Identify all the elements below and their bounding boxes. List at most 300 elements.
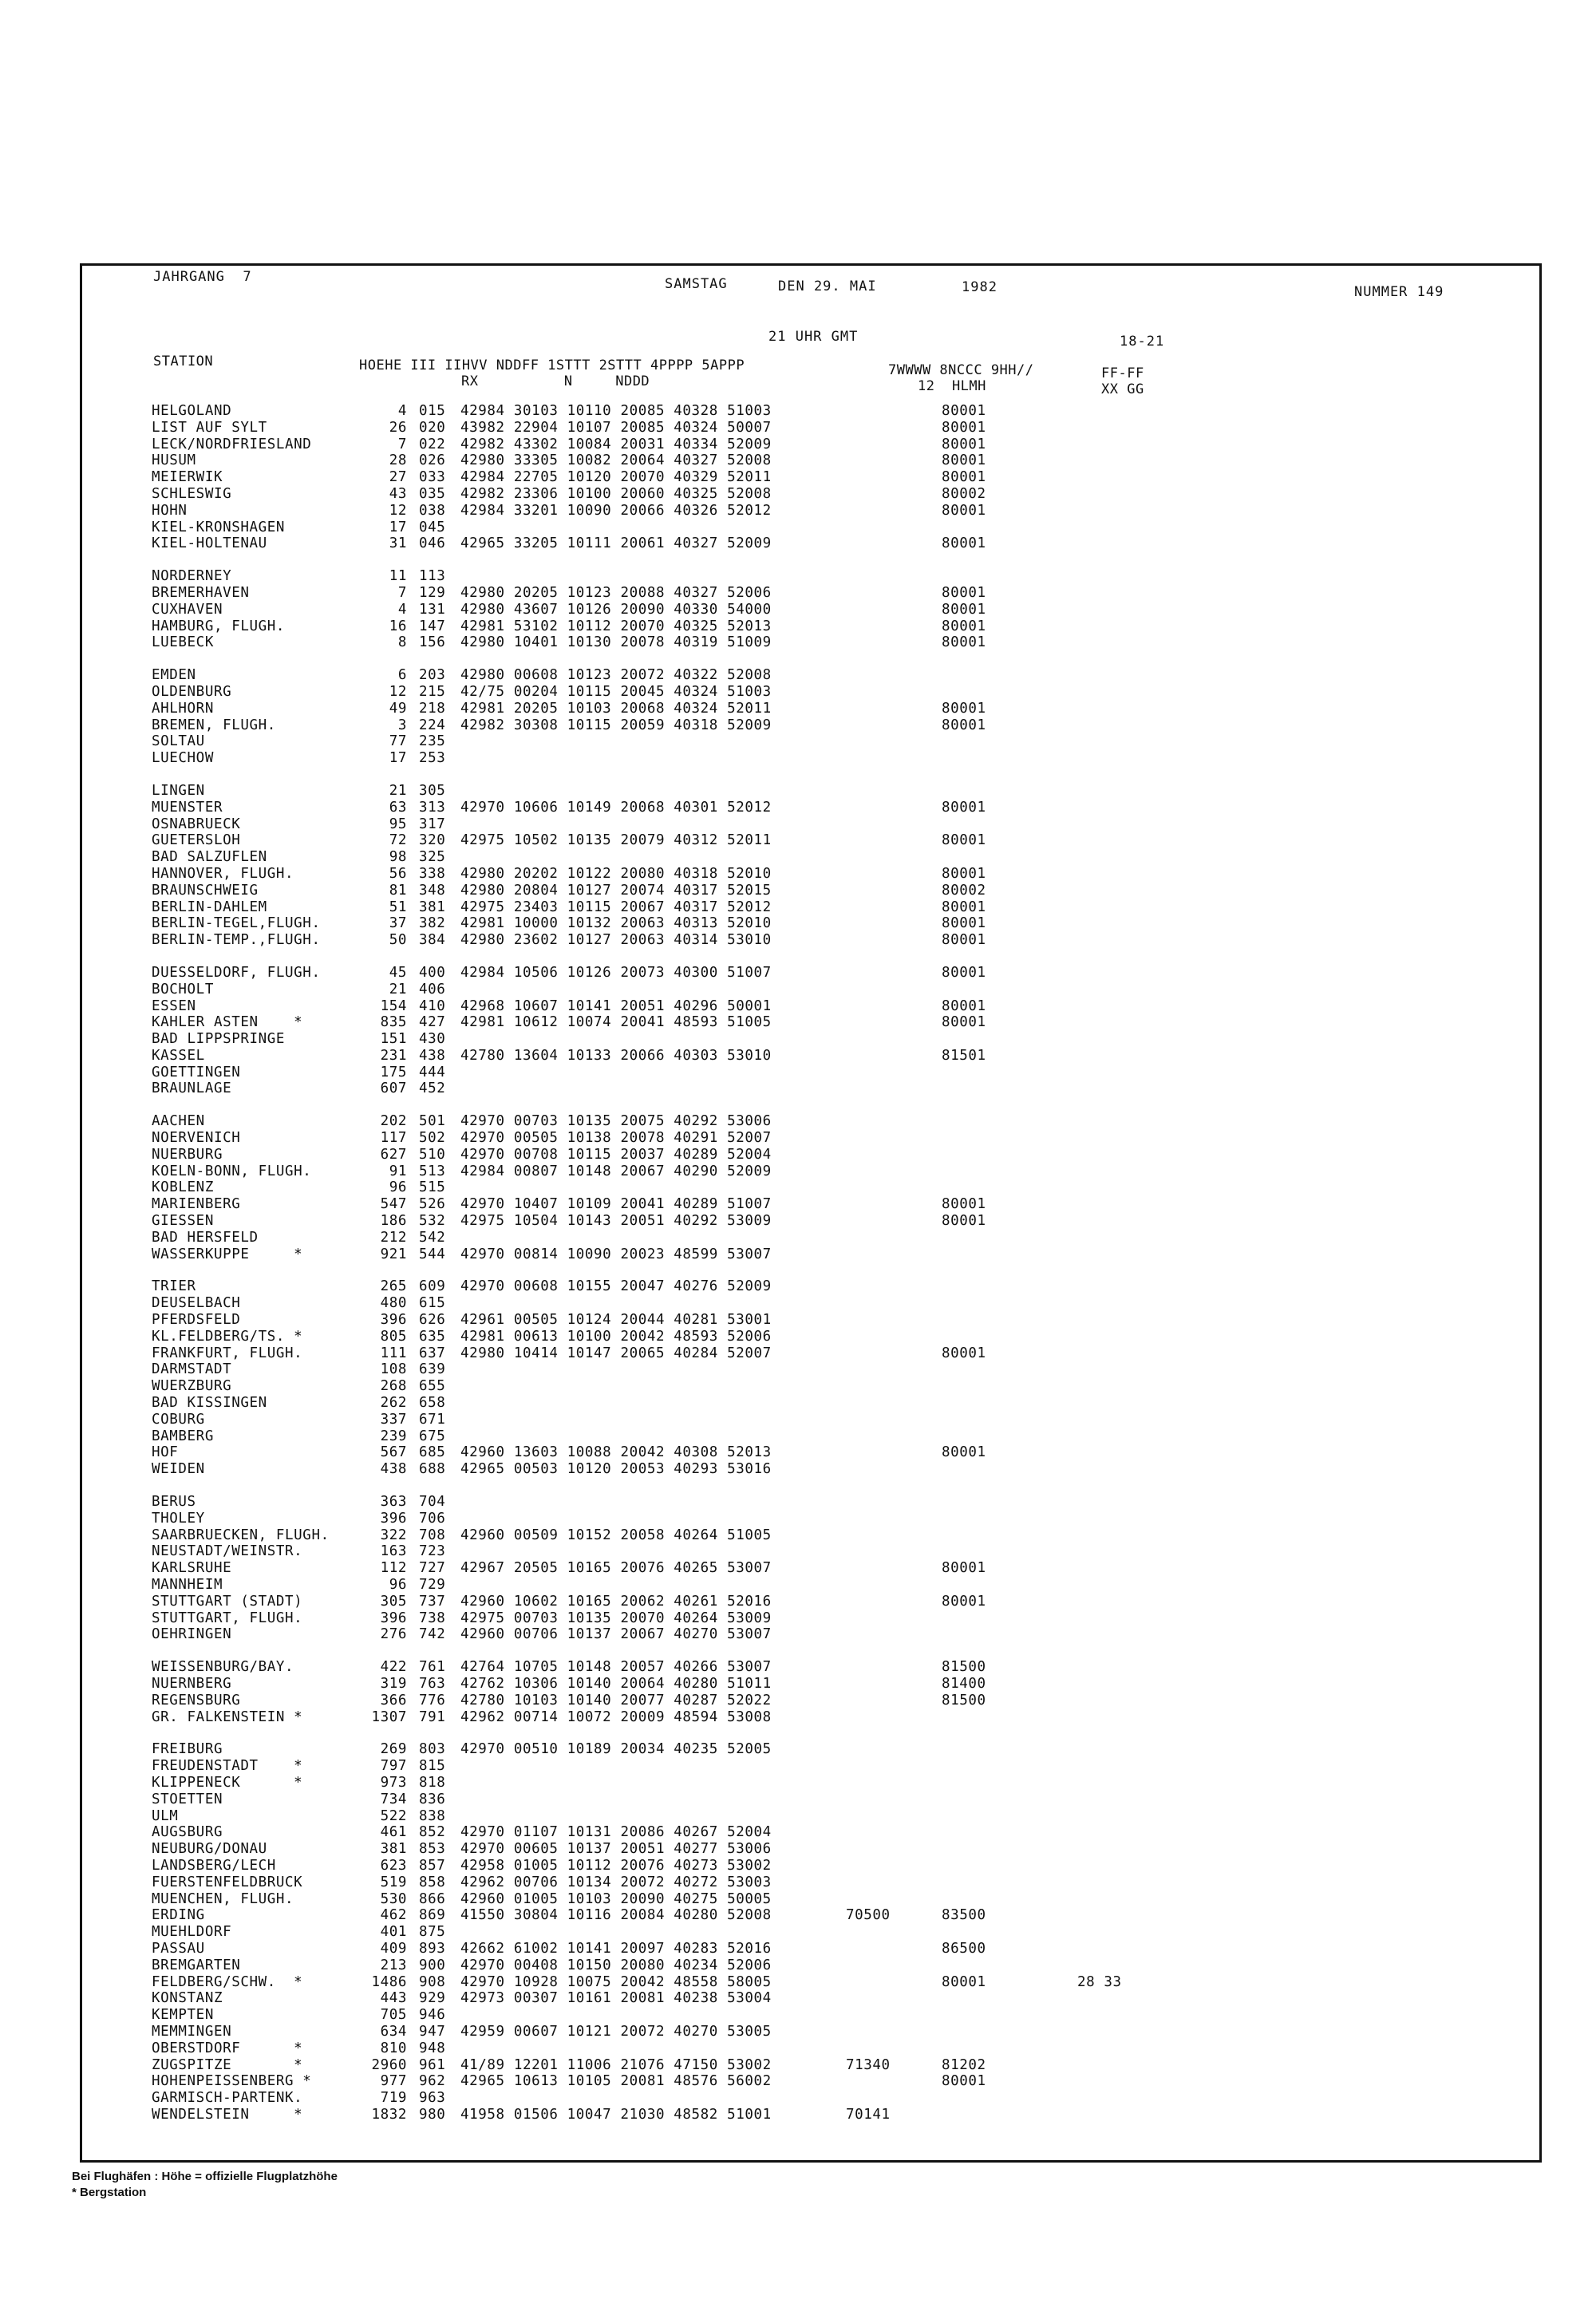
- group-8: 86500: [942, 1940, 986, 1957]
- hoehe-value: 96: [389, 1577, 407, 1593]
- station-id: 858: [419, 1874, 446, 1890]
- table-row: [152, 1874, 1269, 1891]
- hoehe-value: 186: [380, 1213, 407, 1230]
- hoehe-value: 519: [380, 1874, 407, 1890]
- year: 1982: [962, 279, 998, 295]
- col-extra-sub: 12 HLMH: [918, 378, 986, 394]
- group-8: 80001: [942, 502, 986, 519]
- synop-values: 42780 13604 10133 20066 40303 53010: [460, 1047, 772, 1064]
- synop-values: 42970 01107 10131 20086 40267 52004: [460, 1824, 772, 1841]
- station-id: 444: [419, 1064, 446, 1080]
- hoehe-value: 921: [380, 1246, 407, 1262]
- frame-bottom-rule: [80, 2160, 1436, 2163]
- table-row: [152, 1312, 1269, 1329]
- station-id: 980: [419, 2106, 446, 2123]
- station-name: KL.FELDBERG/TS. *: [152, 1328, 303, 1345]
- table-row: [152, 750, 1269, 767]
- station-id: 869: [419, 1907, 446, 1924]
- hoehe-value: 322: [380, 1527, 407, 1543]
- synop-values: 42961 00505 10124 20044 40281 53001: [460, 1312, 772, 1329]
- table-row: [152, 1080, 1269, 1097]
- synop-values: 42960 00706 10137 20067 40270 53007: [460, 1626, 772, 1643]
- synop-values: 42984 30103 10110 20085 40328 51003: [460, 403, 772, 419]
- station-name: BAMBERG: [152, 1428, 214, 1444]
- station-id: 015: [419, 403, 446, 419]
- hoehe-value: 462: [380, 1907, 407, 1924]
- table-row: [152, 1329, 1269, 1345]
- station-id: 737: [419, 1593, 446, 1610]
- table-row: [152, 1048, 1269, 1065]
- station-id: 515: [419, 1179, 446, 1196]
- station-name: ESSEN: [152, 997, 196, 1014]
- station-id: 742: [419, 1626, 446, 1643]
- synop-values: 42965 00503 10120 20053 40293 53016: [460, 1461, 772, 1478]
- synop-values: 42975 10502 10135 20079 40312 52011: [460, 832, 772, 849]
- table-row: [152, 1543, 1269, 1560]
- hoehe-value: 627: [380, 1146, 407, 1163]
- synop-values: 42662 61002 10141 20097 40283 52016: [460, 1940, 772, 1957]
- table-row: [152, 899, 1269, 916]
- table-row: [152, 982, 1269, 998]
- station-group: [152, 1741, 1269, 2123]
- hoehe-value: 77: [389, 733, 407, 750]
- hoehe-value: 705: [380, 2007, 407, 2024]
- table-row: [152, 1775, 1269, 1791]
- table-row: [152, 469, 1269, 486]
- hoehe-value: 366: [380, 1692, 407, 1708]
- synop-values: 42968 10607 10141 20051 40296 50001: [460, 997, 772, 1014]
- table-row: [152, 849, 1269, 866]
- station-name: BAD KISSINGEN: [152, 1395, 267, 1412]
- station-name: SCHLESWIG: [152, 485, 232, 502]
- station-id: 452: [419, 1080, 446, 1097]
- time-range: 18-21: [1120, 334, 1165, 350]
- hoehe-value: 4: [397, 403, 407, 419]
- hoehe-value: 268: [380, 1378, 407, 1395]
- station-name: KONSTANZ: [152, 1990, 223, 2007]
- station-name: STUTTGART (STADT): [152, 1593, 303, 1610]
- group-8: 80001: [942, 403, 986, 419]
- station-name: KARLSRUHE: [152, 1560, 232, 1577]
- table-row: [152, 1230, 1269, 1246]
- hoehe-value: 26: [389, 419, 407, 436]
- wind-gust: 28 33: [1077, 1973, 1122, 1990]
- synop-values: 42967 20505 10165 20076 40265 53007: [460, 1560, 772, 1577]
- hoehe-value: 51: [389, 899, 407, 915]
- station-id: 381: [419, 899, 446, 915]
- hoehe-value: 12: [389, 683, 407, 700]
- table-row: [152, 1444, 1269, 1461]
- station-id: 815: [419, 1758, 446, 1775]
- hoehe-value: 810: [380, 2040, 407, 2056]
- station-name: WENDELSTEIN *: [152, 2106, 303, 2123]
- hoehe-value: 212: [380, 1229, 407, 1246]
- station-id: 317: [419, 816, 446, 832]
- group-8: 81501: [942, 1047, 986, 1064]
- table-row: [152, 1130, 1269, 1147]
- table-row: [152, 1741, 1269, 1758]
- hoehe-value: 973: [380, 1774, 407, 1791]
- station-id: 948: [419, 2040, 446, 2056]
- station-id: 763: [419, 1675, 446, 1692]
- synop-values: 42970 00708 10115 20037 40289 52004: [460, 1146, 772, 1163]
- station-name: AACHEN: [152, 1113, 205, 1130]
- synop-values: 42980 43607 10126 20090 40330 54000: [460, 601, 772, 618]
- station-name: HOHENPEISSENBERG *: [152, 2073, 312, 2090]
- table-row: [152, 486, 1269, 503]
- station-id: 046: [419, 535, 446, 552]
- station-id: 131: [419, 601, 446, 618]
- station-id: 962: [419, 2073, 446, 2090]
- synop-values: 41550 30804 10116 20084 40280 52008: [460, 1907, 772, 1924]
- station-group: [152, 403, 1269, 552]
- hoehe-value: 163: [380, 1543, 407, 1560]
- table-row: [152, 932, 1269, 949]
- group-8: 80001: [942, 932, 986, 949]
- hoehe-value: 17: [389, 750, 407, 767]
- station-name: WEISSENBURG/BAY.: [152, 1659, 294, 1676]
- station-id: 635: [419, 1328, 446, 1345]
- station-name: MARIENBERG: [152, 1196, 241, 1213]
- hoehe-value: 719: [380, 2090, 407, 2107]
- table-row: [152, 1791, 1269, 1808]
- station-id: 382: [419, 915, 446, 932]
- synop-values: 42764 10705 10148 20057 40266 53007: [460, 1659, 772, 1676]
- synop-values: 42975 00703 10135 20070 40264 53009: [460, 1610, 772, 1626]
- station-id: 501: [419, 1113, 446, 1130]
- station-id: 908: [419, 1973, 446, 1990]
- station-name: DARMSTADT: [152, 1361, 232, 1378]
- station-name: BREMGARTEN: [152, 1957, 241, 1973]
- station-group: [152, 1659, 1269, 1725]
- station-id: 671: [419, 1411, 446, 1428]
- station-name: BERLIN-TEMP.,FLUGH.: [152, 932, 321, 949]
- hoehe-value: 91: [389, 1163, 407, 1179]
- table-row: [152, 1147, 1269, 1163]
- table-row: [152, 1594, 1269, 1610]
- table-row: [152, 2107, 1269, 2123]
- hoehe-value: 977: [380, 2073, 407, 2090]
- station-name: BERLIN-DAHLEM: [152, 899, 267, 915]
- synop-values: 42980 10401 10130 20078 40319 51009: [460, 634, 772, 651]
- station-id: 033: [419, 469, 446, 486]
- station-name: GARMISCH-PARTENK.: [152, 2090, 303, 2107]
- station-name: WEIDEN: [152, 1461, 205, 1478]
- station-name: HUSUM: [152, 452, 196, 469]
- table-row: [152, 1577, 1269, 1594]
- station-name: HOHN: [152, 502, 188, 519]
- hoehe-value: 202: [380, 1113, 407, 1130]
- synop-values: 42970 00505 10138 20078 40291 52007: [460, 1130, 772, 1147]
- hoehe-value: 112: [380, 1560, 407, 1577]
- table-row: [152, 403, 1269, 420]
- station-id: 156: [419, 634, 446, 651]
- synop-values: 42970 00814 10090 20023 48599 53007: [460, 1246, 772, 1262]
- hoehe-value: 401: [380, 1924, 407, 1941]
- synop-values: 42973 00307 10161 20081 40238 53004: [460, 1990, 772, 2007]
- station-id: 129: [419, 584, 446, 601]
- group-7: 71340: [846, 2056, 891, 2073]
- station-name: CUXHAVEN: [152, 601, 223, 618]
- table-row: [152, 1676, 1269, 1693]
- synop-values: 42960 10602 10165 20062 40261 52016: [460, 1593, 772, 1610]
- date: DEN 29. MAI: [778, 278, 877, 294]
- station-name: DEUSELBACH: [152, 1295, 241, 1312]
- table-row: [152, 2057, 1269, 2074]
- table-row: [152, 420, 1269, 436]
- station-group: [152, 568, 1269, 651]
- hoehe-value: 151: [380, 1031, 407, 1048]
- table-row: [152, 1428, 1269, 1445]
- table-row: [152, 503, 1269, 519]
- group-8: 81500: [942, 1692, 986, 1708]
- station-id: 038: [419, 502, 446, 519]
- hoehe-value: 8: [397, 634, 407, 651]
- station-name: EMDEN: [152, 667, 196, 684]
- station-name: SOLTAU: [152, 733, 205, 750]
- station-name: BAD HERSFELD: [152, 1229, 259, 1246]
- station-name: BRAUNLAGE: [152, 1080, 232, 1097]
- synop-values: 42965 10613 10105 20081 48576 56002: [460, 2073, 772, 2090]
- hoehe-value: 805: [380, 1328, 407, 1345]
- table-row: [152, 1693, 1269, 1709]
- station-name: HOF: [152, 1444, 179, 1461]
- synop-values: 41958 01506 10047 21030 48582 51001: [460, 2106, 772, 2123]
- station-name: ULM: [152, 1807, 179, 1824]
- table-row: [152, 1511, 1269, 1527]
- hoehe-value: 45: [389, 964, 407, 981]
- hoehe-value: 16: [389, 618, 407, 634]
- table-row: [152, 1065, 1269, 1081]
- synop-values: 42960 00509 10152 20058 40264 51005: [460, 1527, 772, 1543]
- station-name: KOELN-BONN, FLUGH.: [152, 1163, 312, 1179]
- station-id: 655: [419, 1378, 446, 1395]
- hoehe-value: 396: [380, 1610, 407, 1626]
- station-id: 704: [419, 1494, 446, 1511]
- hoehe-value: 1486: [371, 1973, 407, 1990]
- station-name: LUEBECK: [152, 634, 214, 651]
- group-8: 80001: [942, 997, 986, 1014]
- station-name: HELGOLAND: [152, 403, 232, 419]
- synop-values: 42762 10306 10140 20064 40280 51011: [460, 1675, 772, 1692]
- hoehe-value: 381: [380, 1841, 407, 1858]
- hoehe-value: 49: [389, 700, 407, 717]
- station-id: 020: [419, 419, 446, 436]
- hoehe-value: 231: [380, 1047, 407, 1064]
- hoehe-value: 98: [389, 849, 407, 866]
- station-group: [152, 1113, 1269, 1262]
- synop-values: 42962 00706 10134 20072 40272 53003: [460, 1874, 772, 1890]
- station-name: AUGSBURG: [152, 1824, 223, 1841]
- synop-values: 42982 30308 10115 20059 40318 52009: [460, 717, 772, 733]
- group-8: 80001: [942, 419, 986, 436]
- station-name: MUENSTER: [152, 799, 223, 816]
- group-8: 80001: [942, 1213, 986, 1230]
- table-row: [152, 1560, 1269, 1577]
- group-8: 81202: [942, 2056, 986, 2073]
- station-name: STUTTGART, FLUGH.: [152, 1610, 303, 1626]
- hoehe-value: 305: [380, 1593, 407, 1610]
- station-name: WUERZBURG: [152, 1378, 232, 1395]
- col-main: HOEHE III IIHVV NDDFF 1STTT 2STTT 4PPPP 5APPP: [359, 357, 745, 373]
- hoehe-value: 461: [380, 1824, 407, 1841]
- table-row: [152, 667, 1269, 684]
- station-name: FUERSTENFELDBRUCK: [152, 1874, 303, 1890]
- col-main-sub: RX N NDDD: [461, 373, 650, 389]
- group-8: 81400: [942, 1675, 986, 1692]
- station-id: 609: [419, 1278, 446, 1295]
- synop-values: 42981 53102 10112 20070 40325 52013: [460, 618, 772, 634]
- hoehe-value: 409: [380, 1940, 407, 1957]
- station-id: 384: [419, 932, 446, 949]
- hoehe-value: 239: [380, 1428, 407, 1444]
- table-row: [152, 1031, 1269, 1048]
- station-name: SAARBRUECKEN, FLUGH.: [152, 1527, 330, 1543]
- table-row: [152, 1494, 1269, 1511]
- hoehe-value: 4: [397, 601, 407, 618]
- synop-values: 42975 10504 10143 20051 40292 53009: [460, 1213, 772, 1230]
- synop-values: 42/75 00204 10115 20045 40324 51003: [460, 683, 772, 700]
- synop-values: 42960 01005 10103 20090 40275 50005: [460, 1890, 772, 1907]
- group-8: 83500: [942, 1907, 986, 1924]
- table-row: [152, 1824, 1269, 1841]
- station-name: LINGEN: [152, 782, 205, 799]
- station-name: KEMPTEN: [152, 2007, 214, 2024]
- station-id: 729: [419, 1577, 446, 1593]
- group-8: 80002: [942, 485, 986, 502]
- hoehe-value: 480: [380, 1295, 407, 1312]
- hoehe-value: 31: [389, 535, 407, 552]
- station-id: 218: [419, 700, 446, 717]
- station-id: 761: [419, 1659, 446, 1676]
- station-name: FREUDENSTADT *: [152, 1758, 303, 1775]
- group-8: 80001: [942, 832, 986, 849]
- hoehe-value: 265: [380, 1278, 407, 1295]
- station-name: PASSAU: [152, 1940, 205, 1957]
- table-row: [152, 568, 1269, 585]
- station-id: 946: [419, 2007, 446, 2024]
- synop-values: 42975 23403 10115 20067 40317 52012: [460, 899, 772, 915]
- station-name: NEUSTADT/WEINSTR.: [152, 1543, 303, 1560]
- station-table: [152, 403, 1269, 2139]
- station-name: GR. FALKENSTEIN *: [152, 1708, 303, 1725]
- table-row: [152, 1395, 1269, 1412]
- table-row: [152, 1278, 1269, 1295]
- table-row: [152, 1213, 1269, 1230]
- station-id: 045: [419, 519, 446, 535]
- synop-values: 42962 00714 10072 20009 48594 53008: [460, 1708, 772, 1725]
- station-name: OEHRINGEN: [152, 1626, 232, 1643]
- synop-values: 42970 00510 10189 20034 40235 52005: [460, 1741, 772, 1758]
- hoehe-value: 43: [389, 485, 407, 502]
- station-name: FRANKFURT, FLUGH.: [152, 1345, 303, 1361]
- station-name: KIEL-KRONSHAGEN: [152, 519, 286, 535]
- hoehe-value: 269: [380, 1741, 407, 1758]
- station-group: [152, 1494, 1269, 1643]
- station-id: 224: [419, 717, 446, 733]
- group-8: 80001: [942, 535, 986, 552]
- station-id: 325: [419, 849, 446, 866]
- table-row: [152, 634, 1269, 651]
- station-id: 532: [419, 1213, 446, 1230]
- table-row: [152, 1891, 1269, 1908]
- hoehe-value: 337: [380, 1411, 407, 1428]
- table-row: [152, 1412, 1269, 1428]
- group-8: 80001: [942, 964, 986, 981]
- station-name: MEIERWIK: [152, 469, 223, 486]
- table-row: [152, 800, 1269, 816]
- station-id: 852: [419, 1824, 446, 1841]
- station-id: 961: [419, 2056, 446, 2073]
- table-row: [152, 1246, 1269, 1263]
- table-row: [152, 1941, 1269, 1957]
- group-8: 80001: [942, 1014, 986, 1031]
- group-8: 80001: [942, 1345, 986, 1361]
- station-name: KOBLENZ: [152, 1179, 214, 1196]
- station-id: 875: [419, 1924, 446, 1941]
- hoehe-value: 567: [380, 1444, 407, 1461]
- station-id: 430: [419, 1031, 446, 1048]
- station-id: 658: [419, 1395, 446, 1412]
- synop-values: 42980 10414 10147 20065 40284 52007: [460, 1345, 772, 1361]
- station-name: NUERBURG: [152, 1146, 223, 1163]
- station-name: KAHLER ASTEN *: [152, 1014, 303, 1031]
- hoehe-value: 63: [389, 799, 407, 816]
- station-id: 838: [419, 1807, 446, 1824]
- synop-values: 42984 10506 10126 20073 40300 51007: [460, 964, 772, 981]
- hoehe-value: 522: [380, 1807, 407, 1824]
- hoehe-value: 319: [380, 1675, 407, 1692]
- table-row: [152, 733, 1269, 750]
- table-row: [152, 1196, 1269, 1213]
- hoehe-value: 396: [380, 1510, 407, 1527]
- station-name: FREIBURG: [152, 1741, 223, 1758]
- group-8: 80001: [942, 1593, 986, 1610]
- synop-values: 42980 20205 10123 20088 40327 52006: [460, 584, 772, 601]
- hoehe-value: 276: [380, 1626, 407, 1643]
- synop-values: 42984 00807 10148 20067 40290 52009: [460, 1163, 772, 1179]
- table-row: [152, 717, 1269, 734]
- synop-values: 42960 13603 10088 20042 40308 52013: [460, 1444, 772, 1461]
- hoehe-value: 37: [389, 915, 407, 932]
- synop-values: 42970 00608 10155 20047 40276 52009: [460, 1278, 772, 1295]
- group-8: 80001: [942, 799, 986, 816]
- station-name: DUESSELDORF, FLUGH.: [152, 964, 321, 981]
- group-8: 80001: [942, 618, 986, 634]
- station-name: FELDBERG/SCHW. *: [152, 1973, 303, 1990]
- synop-values: 42970 00408 10150 20080 40234 52006: [460, 1957, 772, 1973]
- station-id: 685: [419, 1444, 446, 1461]
- station-id: 544: [419, 1246, 446, 1262]
- station-id: 727: [419, 1560, 446, 1577]
- hoehe-value: 21: [389, 782, 407, 799]
- hoehe-value: 108: [380, 1361, 407, 1378]
- hoehe-value: 530: [380, 1890, 407, 1907]
- synop-values: 42980 23602 10127 20063 40314 53010: [460, 932, 772, 949]
- station-id: 406: [419, 981, 446, 997]
- station-name: LANDSBERG/LECH: [152, 1857, 276, 1874]
- footnote-airports: Bei Flughäfen : Höhe = offizielle Flugplatzhöhe: [72, 2170, 338, 2183]
- hoehe-value: 1832: [371, 2106, 407, 2123]
- table-row: [152, 1179, 1269, 1196]
- table-row: [152, 602, 1269, 618]
- station-id: 866: [419, 1890, 446, 1907]
- hoehe-value: 623: [380, 1857, 407, 1874]
- station-id: 947: [419, 2023, 446, 2040]
- group-8: 80001: [942, 865, 986, 882]
- station-id: 502: [419, 1130, 446, 1147]
- station-id: 022: [419, 436, 446, 452]
